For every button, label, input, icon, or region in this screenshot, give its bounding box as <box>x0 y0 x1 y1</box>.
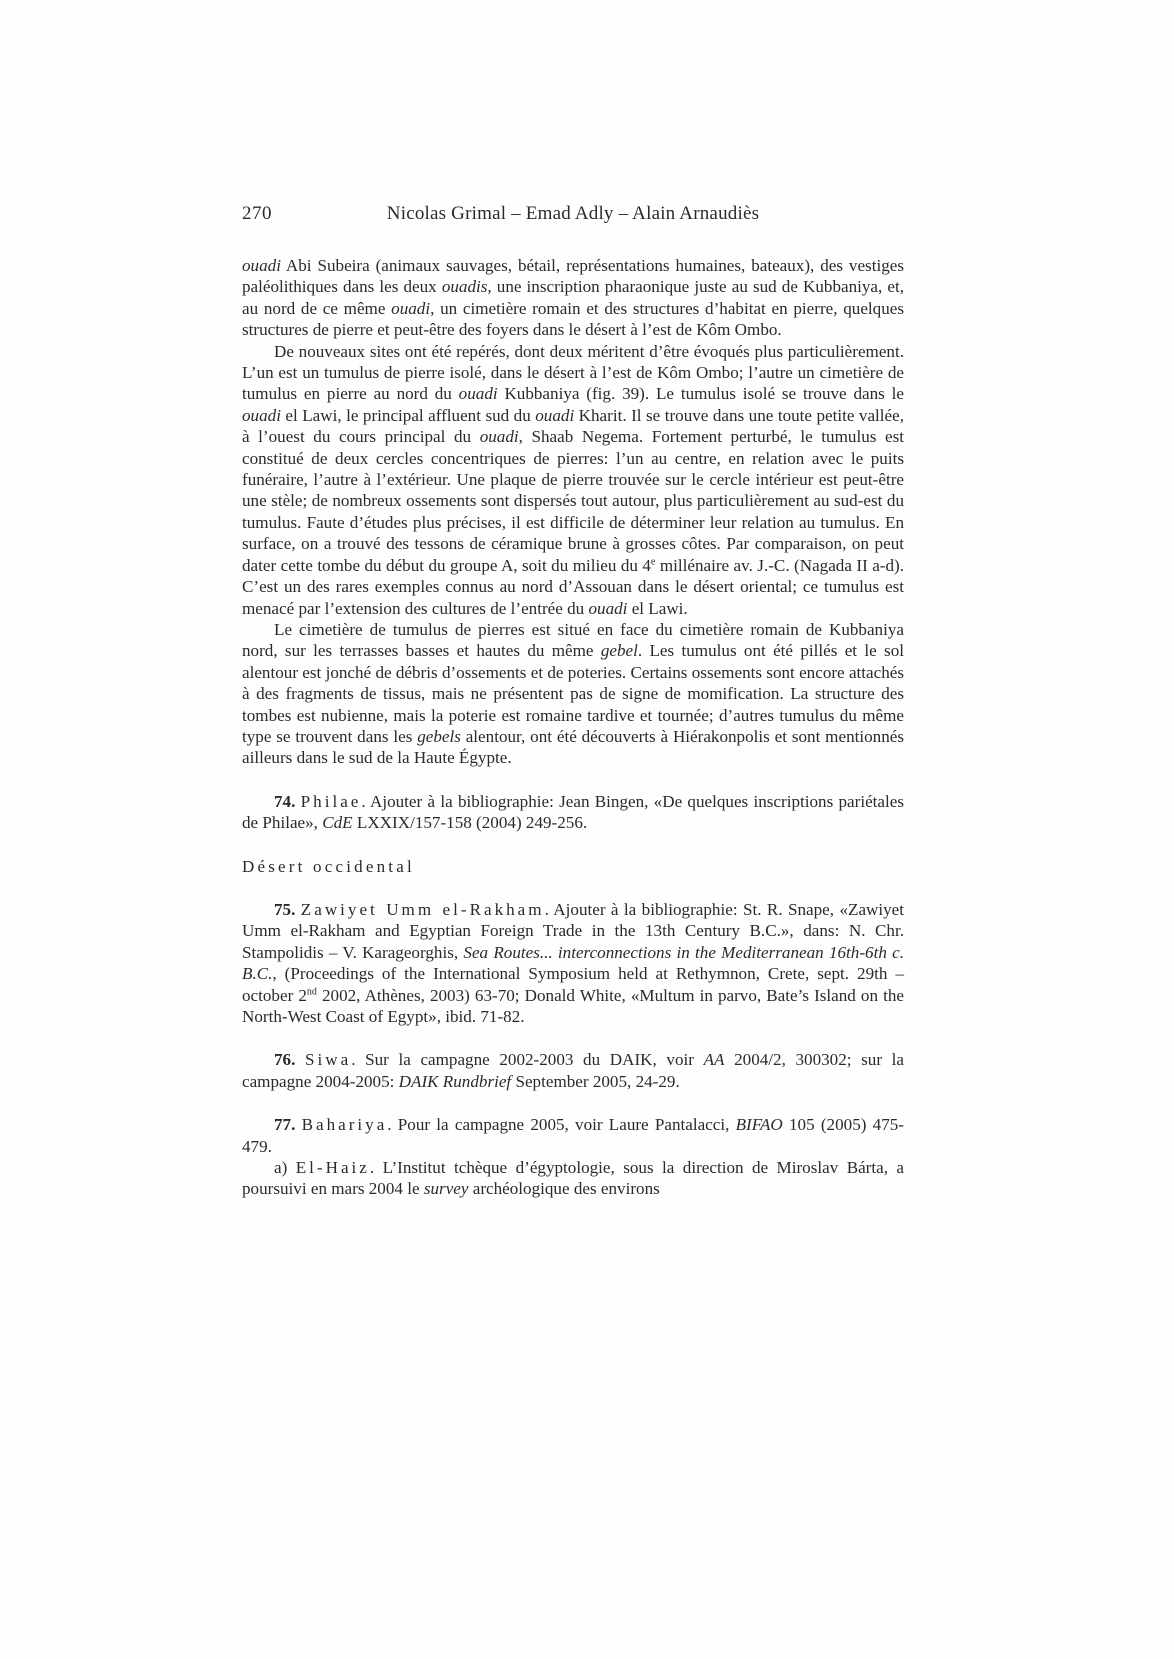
spacer <box>242 834 904 856</box>
section-heading: Désert occidental <box>242 856 415 876</box>
paragraph-new-sites: De nouveaux sites ont été repérés, dont deux méritent d’être évoqués plus particulièrement. L’un est un tumulus de pierre isolé, dans le désert à l’est de Kôm Ombo; l’autre un cimetière de tumulus en pierre au nord du ouadi Kubbaniya (fig. 39). Le tumulus isolé se trouve dans le ouadi el Lawi, le principal affluent sud du ouadi Kharit. Il se trouve dans une toute petite vallée, à l’ouest du cours principal du ouadi, Shaab Negema. Fortement perturbé, le tumulus est constitué de deux cercles concentriques de pierres: l’un au centre, en relation avec le puits funéraire, l’autre à l’extérieur. Une plaque de pierre trouvée sur le cercle intérieur est peut-être une stèle; de nombreux ossements sont dispersés tout autour, plus particulièrement au sud-est du tumulus. Faute d’études plus précises, il est difficile de déterminer leur relation au tumulus. En surface, on a trouvé des tessons de céramique brune à grosses côtes. Par comparaison, on peut dater cette tombe du début du groupe A, soit du milieu du 4e millénaire av. J.-C. (Nagada II a-d). C’est un des rares exemples connus au nord d’Assouan dans le désert oriental; ce tumulus est menacé par l’extension des cultures de l’entrée du ouadi el Lawi. <box>242 341 904 618</box>
entry-77a-el-haiz: a) El-Haiz. L’Institut tchèque d’égyptologie, sous la direction de Miroslav Bárta, a poursuivi en mars 2004 le survey archéologique des environs <box>242 1158 904 1199</box>
running-head-authors: Nicolas Grimal – Emad Adly – Alain Arnaudiès <box>386 203 760 224</box>
entry-76-siwa: 76. Siwa. Sur la campagne 2002-2003 du DAIK, voir AA 2004/2, 300302; sur la campagne 2004-2005: DAIK Rundbrief September 2005, 24-29. <box>242 1050 905 1091</box>
spacer <box>242 1092 904 1114</box>
entry-75-zawiyet-umm-el-rakham: 75. Zawiyet Umm el-Rakham. Ajouter à la bibliographie: St. R. Snape, «Zawiyet Umm el-Rakham and Egyptian Foreign Trade in the 13th Century B.C.», dans: N. Chr. Stampolidis – V. Karageorghis, Sea Routes... interconnections in the Mediterranean 16th-6th c. B.C., (Proceedings of the International Symposium held at Rethymnon, Crete, sept. 29th – october 2nd 2002, Athènes, 2003) 63-70; Donald White, «Multum in parvo, Bate’s Island on the North-West Coast of Egypt», ibid. 71-82. <box>242 899 905 1026</box>
spacer <box>242 769 904 791</box>
paragraph-ouadi-abi-subeira: ouadi Abi Subeira (animaux sauvages, bétail, représentations humaines, bateaux), des vestiges paléolithiques dans les deux ouadis, une inscription pharaonique juste au sud de Kubbaniya, et, au nord de ce même ouadi, un cimetière romain et des structures d’habitat en pierre, quelques structures de pierre et peut-être des foyers dans le désert à l’est de Kôm Ombo. <box>242 256 904 340</box>
spacer <box>242 877 904 899</box>
spacer <box>242 1027 904 1049</box>
entry-74-philae: 74. Philae. Ajouter à la bibliographie: Jean Bingen, «De quelques inscriptions pariétales de Philae», CdE LXXIX/157-158 (2004) 249-256. <box>242 791 904 833</box>
entry-77-bahariya: 77. Bahariya. Pour la campagne 2005, voir Laure Pantalacci, BIFAO 105 (2005) 475-479. <box>242 1115 904 1156</box>
paragraph-tumulus-cemetery: Le cimetière de tumulus de pierres est situé en face du cimetière romain de Kubbaniya nord, sur les terrasses basses et hautes du même gebel. Les tumulus ont été pillés et le sol alentour est jonché de débris d’ossements et de poteries. Certains ossements sont encore attachés à des fragments de tissus, mais ne présentent pas de signe de momification. La structure des tombes est nubienne, mais la poterie est romaine tardive et tournée; d’autres tumulus du même type se trouvent dans les gebels alentour, ont été découverts à Hiérakonpolis et sont mentionnés ailleurs dans le sud de la Haute Égypte. <box>242 619 904 768</box>
body-text <box>242 255 904 1200</box>
page-number: 270 <box>242 203 272 224</box>
running-head <box>242 203 904 229</box>
